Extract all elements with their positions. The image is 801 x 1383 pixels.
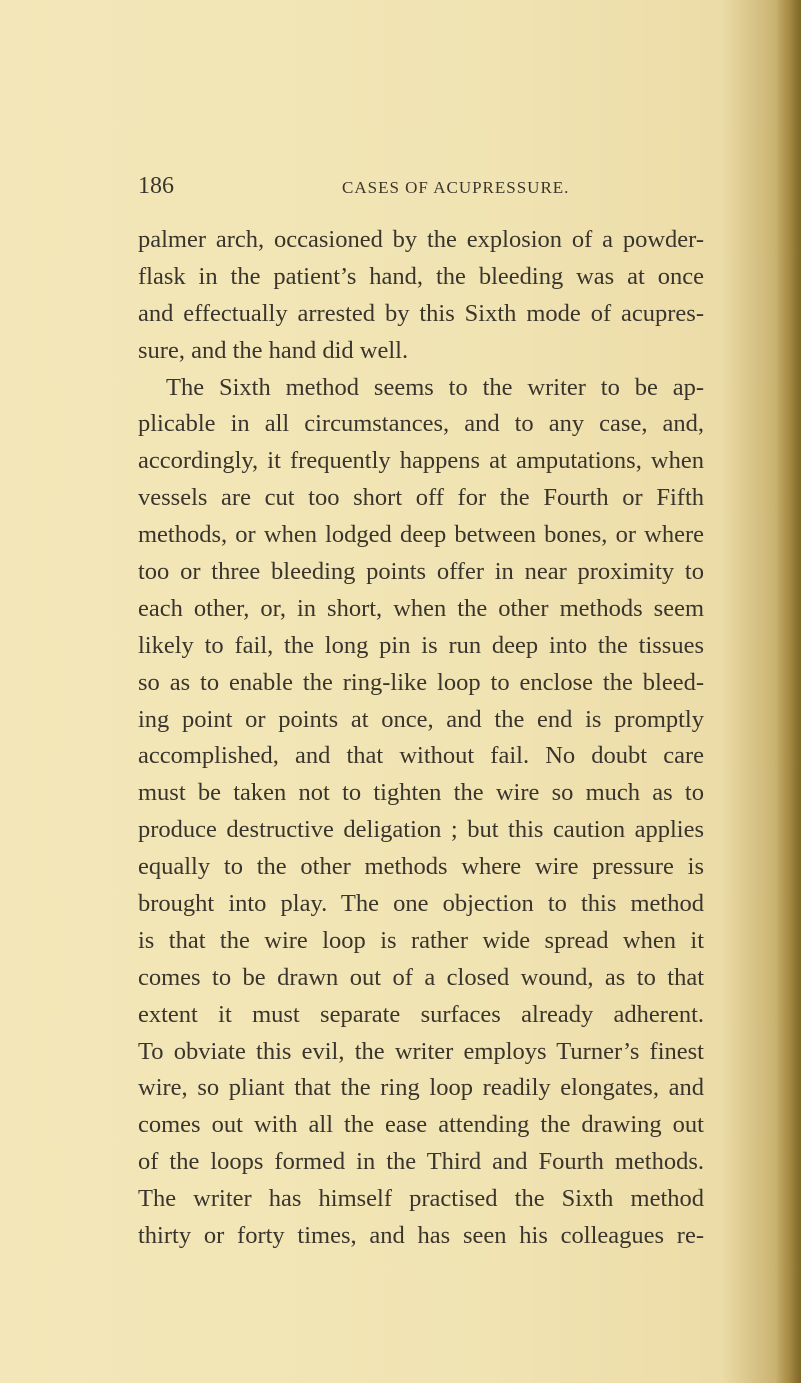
text-line: To obviate this evil, the writer employs Turner’s finest xyxy=(138,1037,704,1065)
text-line: is that the wire loop is rather wide spread when it xyxy=(138,926,704,954)
page-number: 186 xyxy=(138,173,174,199)
text-line: accomplished, and that without fail. No doubt care xyxy=(138,742,704,770)
text-line: palmer arch, occasioned by the explosion of a powder- xyxy=(138,226,704,253)
text-line: vessels are cut too short off for the Fourth or Fifth xyxy=(138,484,704,512)
text-line: wire, so pliant that the ring loop readily elongates, and xyxy=(138,1074,704,1102)
body-text xyxy=(138,222,704,1255)
text-line: and effectually arrested by this Sixth mode of acupres- xyxy=(138,299,704,327)
text-line: flask in the patient’s hand, the bleeding was at once xyxy=(138,262,704,290)
text-line: each other, or, in short, when the other methods seem xyxy=(138,594,704,622)
text-line: brought into play. The one objection to this method xyxy=(138,890,704,918)
text-line: methods, or when lodged deep between bones, or where xyxy=(138,521,704,549)
text-line: extent it must separate surfaces already adherent. xyxy=(138,1000,704,1028)
page-header xyxy=(138,173,698,203)
text-line: equally to the other methods where wire pressure is xyxy=(138,853,704,881)
text-line: comes out with all the ease attending the drawing out xyxy=(138,1111,704,1139)
text-line: accordingly, it frequently happens at amputations, when xyxy=(138,447,704,475)
text-line: too or three bleeding points offer in near proximity to xyxy=(138,558,704,586)
text-line: sure, and the hand did well. xyxy=(138,336,409,364)
text-line: The Sixth method seems to the writer to be ap- xyxy=(166,373,704,401)
text-line: of the loops formed in the Third and Fourth methods. xyxy=(138,1148,704,1176)
text-line: likely to fail, the long pin is run deep into the tissues xyxy=(138,631,704,659)
running-head: CASES OF ACUPRESSURE. xyxy=(342,178,570,197)
text-line: plicable in all circumstances, and to any case, and, xyxy=(138,410,704,438)
text-line: The writer has himself practised the Sixth method xyxy=(138,1185,704,1213)
text-line: comes to be drawn out of a closed wound, as to that xyxy=(138,963,704,991)
page-edge-shadow xyxy=(775,0,801,1383)
text-line: thirty or forty times, and has seen his colleagues re- xyxy=(138,1222,704,1250)
text-line: produce destructive deligation ; but this caution applies xyxy=(138,816,704,844)
text-line: so as to enable the ring-like loop to enclose the bleed- xyxy=(138,668,704,696)
text-line: must be taken not to tighten the wire so much as to xyxy=(138,779,704,807)
text-line: ing point or points at once, and the end is promptly xyxy=(138,705,704,733)
